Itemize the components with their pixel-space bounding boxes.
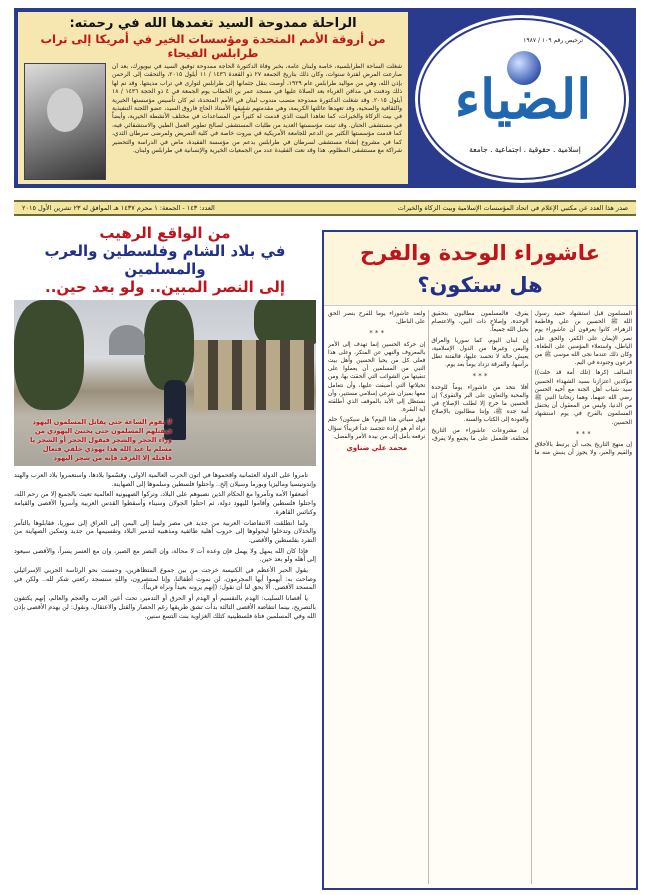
paragraph: فهل سيأتي هذا اليوم؟ هل سيكون؟ حلم نراه أم هو إرادة تتجسد غداً قريباً؟ سؤال نرفعه بأمل إلى من بيده الأمر والفصل. xyxy=(328,417,426,440)
right-article-body xyxy=(328,310,632,884)
publisher-note: صدر هذا العدد عن مكتبي الإعلام في اتحاد المؤسسات الإسلامية وبيت الزكاة والخيرات xyxy=(397,204,628,212)
header-story-title: الراحلة ممدوحة السيد تغمدها الله في رحمته: xyxy=(69,16,357,31)
date-bar xyxy=(14,200,636,216)
right-title-line-1: عاشوراء الوحدة والفرح xyxy=(359,241,601,265)
portrait-photo xyxy=(24,63,106,180)
right-article-header xyxy=(324,232,636,306)
paragraph: إن حركة الحسين إنما تهدف إلى الأمر بالمعروف والنهي عن المنكر، وعلى هذا فعلى كل من يحيا الحسين وأهل بيت النبي من المسلمين أن يعملوا على تنقيتها من الشوائب التي ألحقت بها، ومن تخيلاتها التي أضيفت عليها، وأن نتعامل معها بميزان شرعي إسلامي مستنير، وأن نستظل إلى الأبد بالموقف الذي أطلقته آية البقرة. xyxy=(328,341,426,414)
paragraph: يقول الحبر الأعظم في الكنيسة خرجت من بين جموع المتظاهرين، وحسنت نحو الرئاسة الحربي الإسرائيلي وصاحت به: أيهموا أيها المجرمون، لن نموت أطفالنا، وإنا لمنتصرون، واللهِ سنسجد ركعتي شكر لله.. ولكن في المسجد الأقصى. ألا يحق لنا أن نقول: (إنهم يرونه بعيداً ونراه قريباً). xyxy=(14,567,316,592)
right-title-line-2: هل ستكون؟ xyxy=(417,273,543,297)
issue-date: العدد: ١٤٣ - الجمعة: ١ محرم ١٤٣٧ هـ الموافق له ٢٣ تشرين الأول ٢٠١٥ xyxy=(22,204,215,212)
author-signature: محمد علي ضناوي xyxy=(346,444,408,453)
separator: * * * xyxy=(369,329,385,338)
masthead-tagline: إسلامية . حقوقية . اجتماعية . جامعة xyxy=(469,145,581,154)
paragraph: إن منهج التاريخ يجب أن يرتبط بالأخلاق والقيم والعبر، ولا يجوز أن ينبش منه ما يفرق، فالمسلمون مطالبون بتحقيق الوحدة، وإصلاح ذات البين، والاعتصام بحبل الله جميعاً. xyxy=(431,311,632,457)
paragraph: أضعفوا الأمة وتآمروا مع الحكام الذين نصبوهم على البلاد، وتركوا الصهيونية العالمية تعيث بالجميع إلا من رحم الله، واحتلوا فلسطين وأقاموا لليهود دولة، ثم احتلوا الجولان وسيناء وأسقطوا القدس العربية وأسروا الأقصى والقيامة وكنائس القاهرة. xyxy=(14,491,316,516)
photo-caption: لا تقوم الساعة حتى يقاتل المسلمون اليهود فيقتلهم المسلمون حتى يختبئ اليهودي من وراء الحجر والشجر فيقول الحجر أو الشجر يا مسلم يا عبد الله هذا يهودي خلفي فتعال فاقتله إلا الغرقد فإنه من شجر اليهود xyxy=(30,418,172,462)
paragraph: يا أقصانا السليب: الهدم بالتقسيم أو الهدم أو الحرق أو التدمير، تحت أعين العرب والعجم والعالم، إنهم يكتفون بالتصريح، بينما انتفاضة الأقصى الثالثة بدأت تشق طريقها رغم الحصار والقتل والاعتقال، ونقول: لن يهدم الأقصى بإذن الله وفي المسلمين فتاة فلسطينية كتلك الغزاوية بنت التسع سنين. xyxy=(14,595,316,620)
left-headline-3: إلى النصر المبين.. ولو بعد حين.. xyxy=(45,278,285,296)
paragraph: أفلا نتخذ من عاشوراء يوماً للوحدة والمحبة والتعاون على البر والتقوى؟ إن الحسين ما خرج إلا لطلب الإصلاح في أمة جده ﷺ، وإننا مطالبون بالإصلاح والعودة إلى الكتاب والسنة. xyxy=(431,384,529,424)
left-headline-2: في بلاد الشام وفلسطين والعرب والمسلمين xyxy=(44,242,286,278)
paragraph: تآمروا على الدولة العثمانية وأقحموها في أتون الحرب العالمية الأولى، وقسّموا بلادها، واستعمروا بلاد العرب والهند وإندونيسيا وماليزيا وبورما وسيلان إلخ.. واحتلوا فلسطين وسلموها إلى الصهاينة. xyxy=(14,472,316,488)
header-story-body: شغلت الساحة الطرابلسية، خاصة ولبنان عامة، بخبر وفاة الدكتورة الحاجة ممدوحة توفيق السيد في نيويورك، بعد أن صارعت المرض لفترة سنوات، وكان ذلك بتاريخ الجمعة ٢٧ ذو القعدة ١٤٣٦ / ١١ أيلول ٢٠١٥، والتحقت إلى الرحمن بإذن الله، وهي من مواليد طرابلس عام ١٩٢٩، أوصت بنقل جثمانها إلى طرابلس لتوارى في تراب مدينتها. وقد تم لها ذلك ودفنت في مدافن الغرباء بعد الصلاة عليها في مسجد عمر بن الخطاب يوم الجمعة في ٤ ذو الحجة ١٤٣٦ / ١٨ أيلول ٢٠١٥. وقد شغلت الدكتورة ممدوحة منصب مندوب لبنان في الأمم المتحدة، ثم كان تأسيس مؤسستها الخيرية والثقافية والصحية، وقد تعهدها عائلتها الكريمة، وهي مقدمتهم شقيقها الأستاذ الحاج فاروق السيد، عضو اللجنة التنفيذية في بيت الزكاة والخيرات، كما تعاهدا البيت الذي قدمت له كثيراً من المساعدات في مختلف الأنشطة الخيرية، وأيضاً في مستشفى الحنان. وقد تبنت مؤسستها العديد من طلبات المستشفى لصالح تطوير العمل الطبي والاستشفائي فيه، كما قدمت مؤسستها الكثير من الدعم للجامعة الأمريكية في بيروت خاصة في كلية التمريض ولمرضى سرطان الثدي، كما في مشروع إنشاء مستشفى لسرطان في طرابلس بدعم من مؤسسة الفقيدة، ماض في الدراسة والتحضير شراكة مع مستشفى المظلوم. هذا وقد نعت الفقيدة عدد من الجمعيات الخيرية والإنسانية في طرابلس ولبنان. xyxy=(112,63,402,155)
al-aqsa-photo xyxy=(14,300,316,466)
paragraph: السالف (كرها (تلك أمة قد خلت)) مؤكدين اعتزازنا بسيد الشهداء الحسين سيد شباب أهل الجنة مع أخيه الحسن رضي الله عنهما، وهما ريحانتا النبي ﷺ من الدنيا، وليس من المعقول أن يحتفل المسلمون بالفرح في يوم استشهاد الحسين. xyxy=(534,370,632,426)
paragraph: ولما انطلقت الانتفاضات العربية من جديد في مصر وليبيا إلى اليمن إلى العراق إلى سوريا، فقابلوها بالتآمر والخذلان وتدخلوا ليحولوها إلى حروب أهلية طائفية ومذهبية لتدمير البلاد وتقسيمها من جديد وتمكين الصهاينة من التفرد بفلسطين والأقصى. xyxy=(14,519,316,544)
left-article-body xyxy=(14,472,316,895)
left-article xyxy=(14,224,316,895)
masthead xyxy=(410,10,634,188)
header-story-content xyxy=(24,63,402,180)
left-headline-1: من الواقع الرهيب xyxy=(99,224,231,242)
separator: * * * xyxy=(575,429,591,438)
separator: * * * xyxy=(472,372,488,381)
paragraph: فإذا كان الله يمهل ولا يهمل فإن وعده آت لا محالة، وإن النصر مع الصبر، وإن مع العسر يسراً، والأقصى سيعود إلى أهله ولو بعد حين. xyxy=(14,547,316,564)
paragraph: إن لبنان اليوم، كما سوريا والعراق واليمن وغيرها من الدول الإسلامية، يعيش حالة لا تحسد عليها، فالفتنة تطل برأسها، والفرقة تزداد يوماً بعد يوم. xyxy=(431,337,529,369)
right-article xyxy=(322,230,638,890)
paragraph: المسلمون قبل استشهاد حفيد رسول الله ﷺ الحسين بن علي وفاطمة الزهراء، كانوا يعرفون أن عاشوراء يوم نصر الإيمان على الكفر، والحق على الباطل، واستعلاء المؤمنين على الطغاة. وكان ذلك عندما نجى الله موسى ﷺ من فرعون وجنوده في اليم. xyxy=(534,311,632,367)
paragraph: إن مشروعات عاشوراء من التاريخ مختلفة، فلنعمل على ما يجمع ولا يفرق، ولنعد عاشوراء يوماً للفرح بنصر الحق على الباطل. xyxy=(328,311,529,442)
header-story xyxy=(18,12,408,184)
newspaper-logo: الضياء xyxy=(454,67,592,131)
header-story-subtitle: من أروقة الأمم المتحدة ومؤسسات الخير في أمريكا إلى تراب طرابلس الفيحاء xyxy=(40,32,386,60)
license-number: ترخيص رقم ١٠٩ / ١٩٨٧ xyxy=(523,37,583,44)
